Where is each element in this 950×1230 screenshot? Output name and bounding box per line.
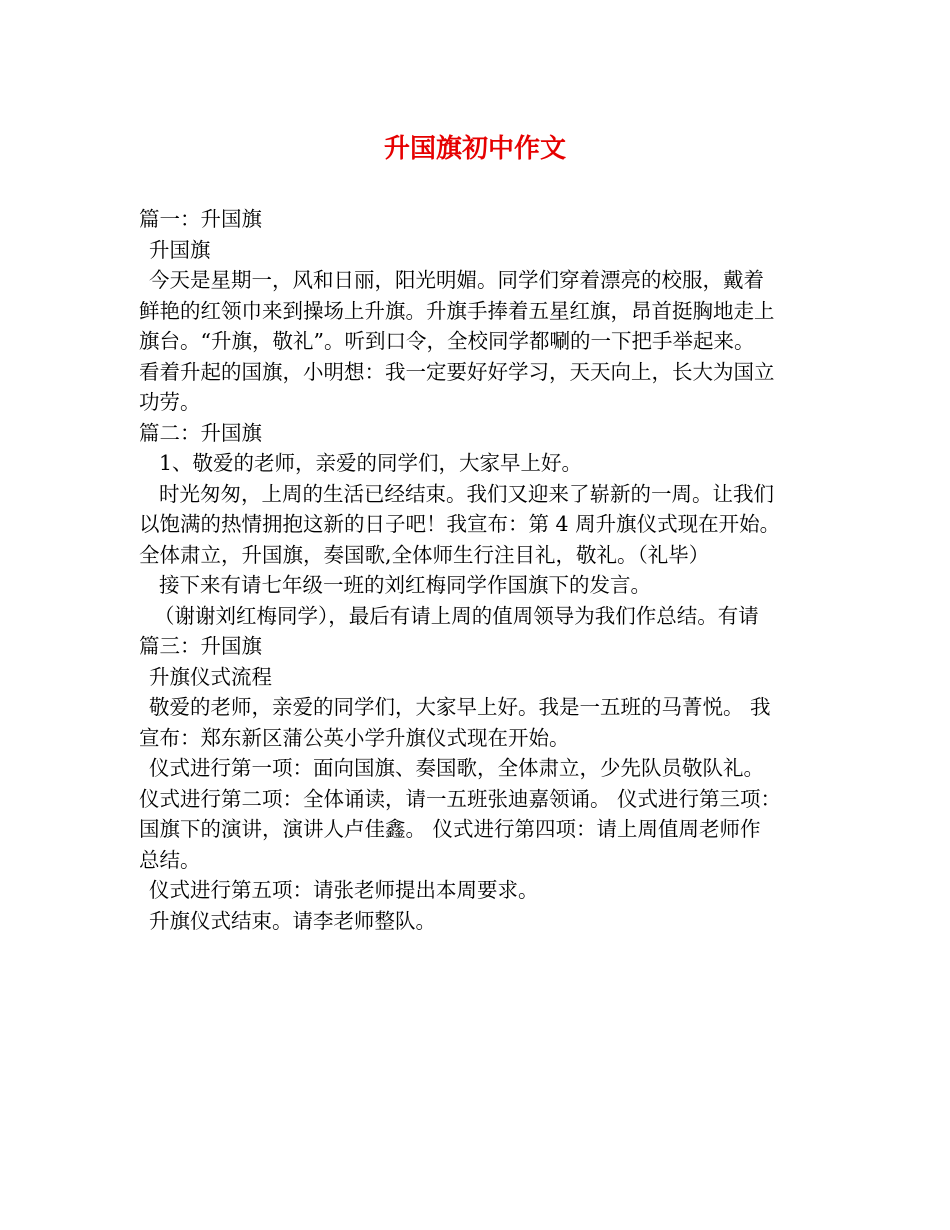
document-body (139, 204, 829, 936)
paragraph-line: 看着升起的国旗，小明想：我一定要好好学习，天天向上，长大为国立 (139, 359, 775, 384)
paragraph-line: 升旗仪式结束。请李老师整队。 (149, 908, 436, 933)
paragraph-line: 时光匆匆，上周的生活已经结束。我们又迎来了崭新的一周。让我们 (159, 481, 774, 506)
subheading: 升国旗 (149, 237, 211, 262)
paragraph-line: 全体肃立，升国旗，奏国歌,全体师生行注目礼，敬礼。（礼毕） (139, 542, 710, 567)
paragraph-line: 宣布：郑东新区蒲公英小学升旗仪式现在开始。 (139, 725, 570, 750)
paragraph-line: 仪式进行第一项：面向国旗、奏国歌，全体肃立，少先队员敬队礼。 (149, 756, 764, 780)
paragraph-line: 国旗下的演讲，演讲人卢佳鑫。 仪式进行第四项：请上周值周老师作 (139, 817, 761, 841)
paragraph-line: 以饱满的热情拥抱这新的日子吧！我宣布：第 4 周升旗仪式现在开始。 (139, 512, 781, 536)
paragraph-line: 敬爱的老师，亲爱的同学们，大家早上好。我是一五班的马菁悦。 我 (149, 695, 771, 719)
section-heading-3: 篇三：升国旗 (139, 634, 262, 658)
subheading: 升旗仪式流程 (149, 664, 272, 689)
paragraph-line: 总结。 (139, 847, 201, 872)
document-title: 升国旗初中作文 (383, 134, 566, 164)
paragraph-line: 功劳。 (139, 390, 201, 414)
paragraph-line: 仪式进行第五项：请张老师提出本周要求。 (149, 878, 539, 902)
section-heading-1: 篇一：升国旗 (139, 207, 262, 231)
paragraph-line: 接下来有请七年级一班的刘红梅同学作国旗下的发言。 (159, 573, 651, 597)
paragraph-line: 1、敬爱的老师，亲爱的同学们，大家早上好。 (159, 451, 583, 475)
paragraph-line: 仪式进行第二项：全体诵读，请一五班张迪嘉领诵。 仪式进行第三项： (139, 786, 782, 811)
paragraph-line: 今天是星期一，风和日丽，阳光明媚。同学们穿着漂亮的校服，戴着 (149, 268, 764, 292)
section-heading-2: 篇二：升国旗 (139, 420, 262, 445)
paragraph-line: （谢谢刘红梅同学），最后有请上周的值周领导为我们作总结。有请 (154, 603, 759, 628)
paragraph-line: 鲜艳的红领巾来到操场上升旗。升旗手捧着五星红旗，昂首挺胸地走上 (139, 298, 775, 323)
paragraph-line: 旗台。“升旗，敬礼”。听到口令，全校同学都唰的一下把手举起来。 (139, 329, 755, 353)
